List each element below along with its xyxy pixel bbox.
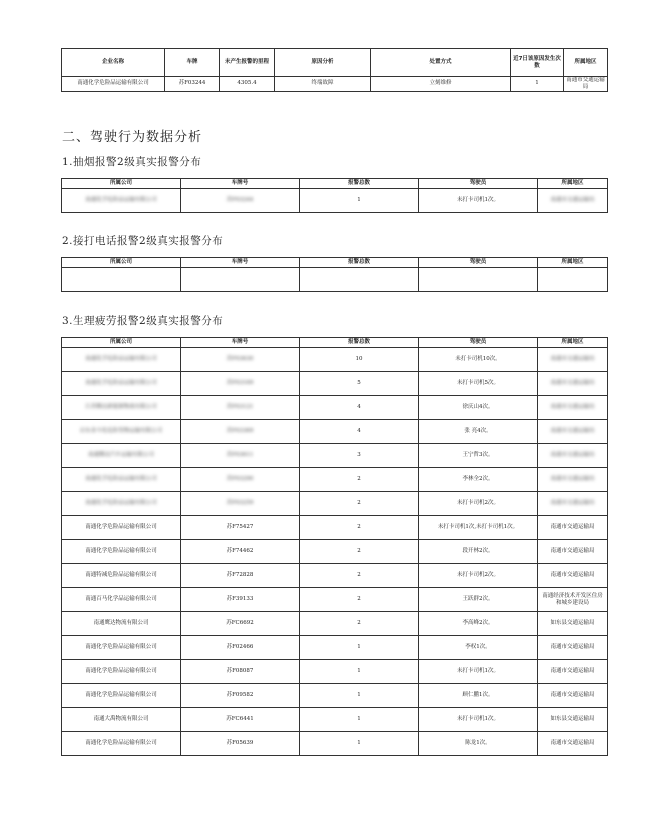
cell-driver: 张 亮4次。 bbox=[419, 420, 538, 444]
subsection-title-fatigue: 3.生理疲劳报警2级真实报警分布 bbox=[62, 315, 224, 327]
header-mileage: 未产生报警的里程 bbox=[220, 49, 275, 77]
cell-driver: 徐庆山4次。 bbox=[419, 396, 538, 420]
cell-driver: 未打卡司机2次。 bbox=[419, 492, 538, 516]
table-row bbox=[62, 348, 608, 372]
cell-company: 启东金斗化危险货物运输有限公司 bbox=[62, 420, 181, 444]
cell-empty bbox=[419, 268, 538, 292]
cell-company: 南通化学危险品运输有限公司 bbox=[62, 348, 181, 372]
cell-plate: 苏F03169 bbox=[181, 372, 300, 396]
cell-company: 南通化学危险品运输有限公司 bbox=[62, 516, 181, 540]
cell-plate: 苏F02466 bbox=[181, 636, 300, 660]
cell-region: 南通市交通运输局 bbox=[538, 564, 608, 588]
cell-region: 南通市交通运输局 bbox=[538, 684, 608, 708]
cell-total: 5 bbox=[300, 372, 419, 396]
cell-empty bbox=[538, 268, 608, 292]
cell-plate: 苏F03369 bbox=[181, 420, 300, 444]
cell-plate: 苏F05639 bbox=[181, 732, 300, 756]
cell-region: 南通市交通运输局 bbox=[538, 660, 608, 684]
table-row bbox=[62, 540, 608, 564]
table-row bbox=[62, 708, 608, 732]
header-cause: 原因分析 bbox=[275, 49, 371, 77]
cell-driver: 李高峰2次。 bbox=[419, 612, 538, 636]
section-title: 二、驾驶行为数据分析 bbox=[62, 130, 203, 145]
smoking-alarm-table bbox=[61, 178, 608, 213]
header-company: 所属公司 bbox=[62, 258, 181, 268]
cell-total: 2 bbox=[300, 492, 419, 516]
cell-cause: 终端故障 bbox=[275, 77, 371, 92]
header-action: 处置方式 bbox=[371, 49, 511, 77]
cell-driver: 顾仁鹏1次。 bbox=[419, 684, 538, 708]
cell-company: 南通化学危险品运输有限公司 bbox=[62, 77, 165, 92]
cell-driver: 李林全2次。 bbox=[419, 468, 538, 492]
cell-count: 1 bbox=[511, 77, 564, 92]
table-row bbox=[62, 564, 608, 588]
cell-region: 南通市交通运输局 bbox=[538, 636, 608, 660]
cell-driver: 未打卡司机5次。 bbox=[419, 372, 538, 396]
header-region: 所属地区 bbox=[564, 49, 608, 77]
cell-company: 南通化学危险品运输有限公司 bbox=[62, 372, 181, 396]
header-total: 报警总数 bbox=[300, 179, 419, 189]
cell-region: 南通经济技术开发区住房和城乡建设局 bbox=[538, 588, 608, 612]
cell-company: 南通化学危险品运输有限公司 bbox=[62, 540, 181, 564]
cell-total: 1 bbox=[300, 708, 419, 732]
cell-region: 南通市交通运输局 bbox=[538, 516, 608, 540]
subsection-title-phone: 2.接打电话报警2级真实报警分布 bbox=[62, 235, 224, 247]
cell-driver: 未打卡司机1次。 bbox=[419, 660, 538, 684]
cell-total: 2 bbox=[300, 588, 419, 612]
header-company: 企业名称 bbox=[62, 49, 165, 77]
cell-company: 南通化学危险品运输有限公司 bbox=[62, 684, 181, 708]
cell-region: 南通市交通运输局 bbox=[538, 540, 608, 564]
cell-plate: 苏F72828 bbox=[181, 564, 300, 588]
cell-plate: 苏F74462 bbox=[181, 540, 300, 564]
table-row bbox=[62, 444, 608, 468]
cell-total: 1 bbox=[300, 684, 419, 708]
header-plate: 车牌号 bbox=[181, 338, 300, 348]
cell-company: 南通化学危险品运输有限公司 bbox=[62, 189, 181, 213]
cell-plate: 苏F03290 bbox=[181, 468, 300, 492]
cell-total: 10 bbox=[300, 348, 419, 372]
header-total: 报警总数 bbox=[300, 258, 419, 268]
cell-company: 南通化学危险品运输有限公司 bbox=[62, 636, 181, 660]
table-row bbox=[62, 268, 608, 292]
cell-driver: 未打卡司机10次。 bbox=[419, 348, 538, 372]
cell-region: 南通市交通运输局 bbox=[538, 468, 608, 492]
cell-driver: 段开林2次。 bbox=[419, 540, 538, 564]
table-row bbox=[62, 684, 608, 708]
cell-total: 2 bbox=[300, 612, 419, 636]
cell-company: 南通化学危险品运输有限公司 bbox=[62, 660, 181, 684]
table-row bbox=[62, 372, 608, 396]
header-region: 所属地区 bbox=[538, 179, 608, 189]
cell-plate: 苏F08087 bbox=[181, 660, 300, 684]
cell-plate: 苏F03611 bbox=[181, 444, 300, 468]
cell-region: 南通市交通运输局 bbox=[538, 396, 608, 420]
cell-empty bbox=[300, 268, 419, 292]
table-row bbox=[62, 77, 608, 92]
cell-plate: 苏F75427 bbox=[181, 516, 300, 540]
cell-plate: 苏F03630 bbox=[181, 348, 300, 372]
header-driver: 驾驶员 bbox=[419, 258, 538, 268]
table-row bbox=[62, 588, 608, 612]
fatigue-alarm-table bbox=[61, 337, 608, 756]
cell-driver: 李权1次。 bbox=[419, 636, 538, 660]
cell-plate: 苏F09582 bbox=[181, 684, 300, 708]
header-driver: 驾驶员 bbox=[419, 338, 538, 348]
cell-total: 2 bbox=[300, 516, 419, 540]
cell-plate: 苏F03259 bbox=[181, 492, 300, 516]
subsection-title-smoking: 1.抽烟报警2级真实报警分布 bbox=[62, 156, 202, 168]
cell-action: 立刻维修 bbox=[371, 77, 511, 92]
table-row bbox=[62, 516, 608, 540]
cell-region: 如东县交通运输局 bbox=[538, 708, 608, 732]
cell-company: 南通腾达汽车运输有限公司 bbox=[62, 444, 181, 468]
cell-region: 南通市交通运输局 bbox=[538, 444, 608, 468]
header-company: 所属公司 bbox=[62, 338, 181, 348]
table-row bbox=[62, 612, 608, 636]
cell-driver: 王宁哲3次。 bbox=[419, 444, 538, 468]
cell-company: 南通化学危险品运输有限公司 bbox=[62, 732, 181, 756]
cell-total: 2 bbox=[300, 540, 419, 564]
cell-company: 南通特减危险品运输有限公司 bbox=[62, 564, 181, 588]
cell-region: 南通市交通运输局 bbox=[538, 348, 608, 372]
header-company: 所属公司 bbox=[62, 179, 181, 189]
cell-total: 2 bbox=[300, 564, 419, 588]
cell-company: 南通鹰达物流有限公司 bbox=[62, 612, 181, 636]
cell-total: 1 bbox=[300, 660, 419, 684]
cell-plate: 苏F03121 bbox=[181, 396, 300, 420]
cell-region: 如东县交通运输局 bbox=[538, 612, 608, 636]
table-row bbox=[62, 420, 608, 444]
table-row bbox=[62, 468, 608, 492]
table-row bbox=[62, 189, 608, 213]
header-total: 报警总数 bbox=[300, 338, 419, 348]
header-region: 所属地区 bbox=[538, 338, 608, 348]
cell-driver: 未打卡司机1次,未打卡司机1次。 bbox=[419, 516, 538, 540]
cell-region: 南通市交通运输局 bbox=[538, 189, 608, 213]
cell-total: 3 bbox=[300, 444, 419, 468]
table-row bbox=[62, 732, 608, 756]
header-plate: 车牌号 bbox=[181, 179, 300, 189]
cell-total: 2 bbox=[300, 468, 419, 492]
cell-total: 4 bbox=[300, 420, 419, 444]
cell-plate: 苏FC6441 bbox=[181, 708, 300, 732]
cell-region: 南通市交通运输局 bbox=[538, 420, 608, 444]
header-region: 所属地区 bbox=[538, 258, 608, 268]
header-plate: 车牌 bbox=[165, 49, 220, 77]
cell-mileage: 4305.4 bbox=[220, 77, 275, 92]
cell-empty bbox=[181, 268, 300, 292]
cell-company: 南通大禹物流有限公司 bbox=[62, 708, 181, 732]
cell-company: 南通百马化学品运输有限公司 bbox=[62, 588, 181, 612]
cell-region: 南通市交通运输局 bbox=[538, 372, 608, 396]
header-count: 近7日该原因发生次数 bbox=[511, 49, 564, 77]
cell-region: 南通市交通运输局 bbox=[564, 77, 608, 92]
phone-alarm-table bbox=[61, 257, 608, 292]
cell-driver: 未打卡司机1次。 bbox=[419, 189, 538, 213]
cell-region: 南通市交通运输局 bbox=[538, 732, 608, 756]
cell-driver: 未打卡司机1次。 bbox=[419, 708, 538, 732]
cell-total: 1 bbox=[300, 189, 419, 213]
cell-driver: 未打卡司机2次。 bbox=[419, 564, 538, 588]
cell-region: 南通市交通运输局 bbox=[538, 492, 608, 516]
table-row bbox=[62, 660, 608, 684]
cell-total: 1 bbox=[300, 732, 419, 756]
table-row bbox=[62, 492, 608, 516]
cell-driver: 王跃群2次。 bbox=[419, 588, 538, 612]
cell-driver: 陈龙1次。 bbox=[419, 732, 538, 756]
cell-plate: 苏FC6692 bbox=[181, 612, 300, 636]
cell-company: 南通化学危险品运输有限公司 bbox=[62, 492, 181, 516]
cell-company: 南通化学危险品运输有限公司 bbox=[62, 468, 181, 492]
cell-plate: 苏F03244 bbox=[181, 189, 300, 213]
cell-total: 4 bbox=[300, 396, 419, 420]
cell-plate: 苏F03244 bbox=[165, 77, 220, 92]
table-row bbox=[62, 396, 608, 420]
cell-company: 江苏腾达新能源物流有限公司 bbox=[62, 396, 181, 420]
cell-total: 1 bbox=[300, 636, 419, 660]
header-driver: 驾驶员 bbox=[419, 179, 538, 189]
cell-plate: 苏F39133 bbox=[181, 588, 300, 612]
header-plate: 车牌号 bbox=[181, 258, 300, 268]
table-row bbox=[62, 636, 608, 660]
top-alarm-table bbox=[61, 48, 608, 92]
cell-empty bbox=[62, 268, 181, 292]
